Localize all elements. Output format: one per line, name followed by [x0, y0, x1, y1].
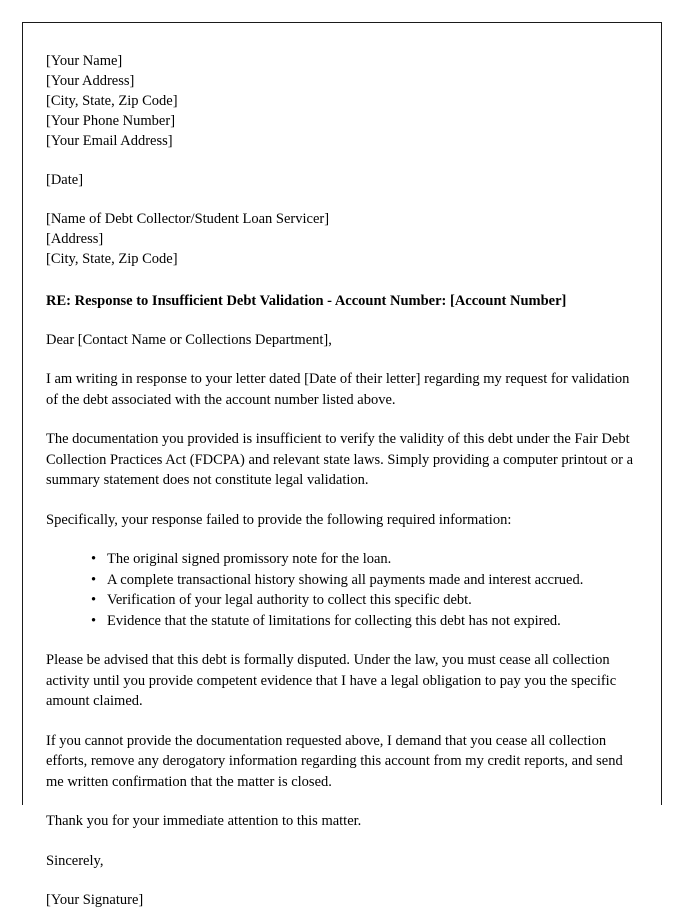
- recipient-name: [Name of Debt Collector/Student Loan Servicer]: [46, 211, 330, 227]
- recipient-street: [Address]: [46, 231, 104, 247]
- closing-salutation: Sincerely,: [46, 852, 104, 869]
- paragraph-thanks: Thank you for your immediate attention to this matter.: [46, 813, 362, 829]
- sender-email: [Your Email Address]: [46, 133, 173, 149]
- sender-street: [Your Address]: [46, 73, 135, 89]
- signature-placeholder: [Your Signature]: [46, 891, 144, 908]
- required-items-list: [46, 549, 634, 631]
- paragraph-intro: I am writing in response to your letter dated [Date of their letter] regarding my request for validation of the debt associated with the account number listed above.: [46, 371, 630, 408]
- document-page: [22, 22, 662, 908]
- paragraph-list-lead-in: Specifically, your response failed to provide the following required information:: [46, 511, 512, 528]
- list-item: • The original signed promissory note for the loan.: [91, 549, 634, 570]
- sender-name: [Your Name]: [46, 53, 123, 69]
- recipient-address-block: [46, 209, 634, 269]
- sender-city-state-zip: [City, State, Zip Code]: [46, 93, 178, 109]
- recipient-city-state-zip: [City, State, Zip Code]: [46, 251, 178, 267]
- list-item: • A complete transactional history showing all payments made and interest accrued.: [91, 570, 634, 591]
- letter-content: [23, 23, 661, 910]
- subject-line: RE: Response to Insufficient Debt Validation - Account Number: [Account Number]: [46, 293, 567, 309]
- paragraph-dispute-notice: Please be advised that this debt is formally disputed. Under the law, you must cease all collection activity until you provide competent evidence that I have a legal obligation to pay you the specific amount claimed.: [46, 652, 617, 709]
- letter-date: [Date]: [46, 172, 84, 188]
- paragraph-insufficiency: The documentation you provided is insufficient to verify the validity of this debt under the Fair Debt Collection Practices Act (FDCPA) and relevant state laws. Simply providing a computer printout or a summary statement does not constitute legal validation.: [46, 431, 634, 488]
- list-item: • Verification of your legal authority to collect this specific debt.: [91, 590, 634, 611]
- salutation: Dear [Contact Name or Collections Department],: [46, 332, 332, 348]
- list-item: • Evidence that the statute of limitations for collecting this debt has not expired.: [91, 611, 634, 632]
- paragraph-demand: If you cannot provide the documentation requested above, I demand that you cease all collection efforts, remove any derogatory information regarding this account from my credit reports, and send me written confirmation that the matter is closed.: [46, 732, 623, 790]
- sender-address-block: [46, 51, 634, 151]
- letter-date-block: [46, 170, 634, 190]
- sender-phone: [Your Phone Number]: [46, 113, 176, 129]
